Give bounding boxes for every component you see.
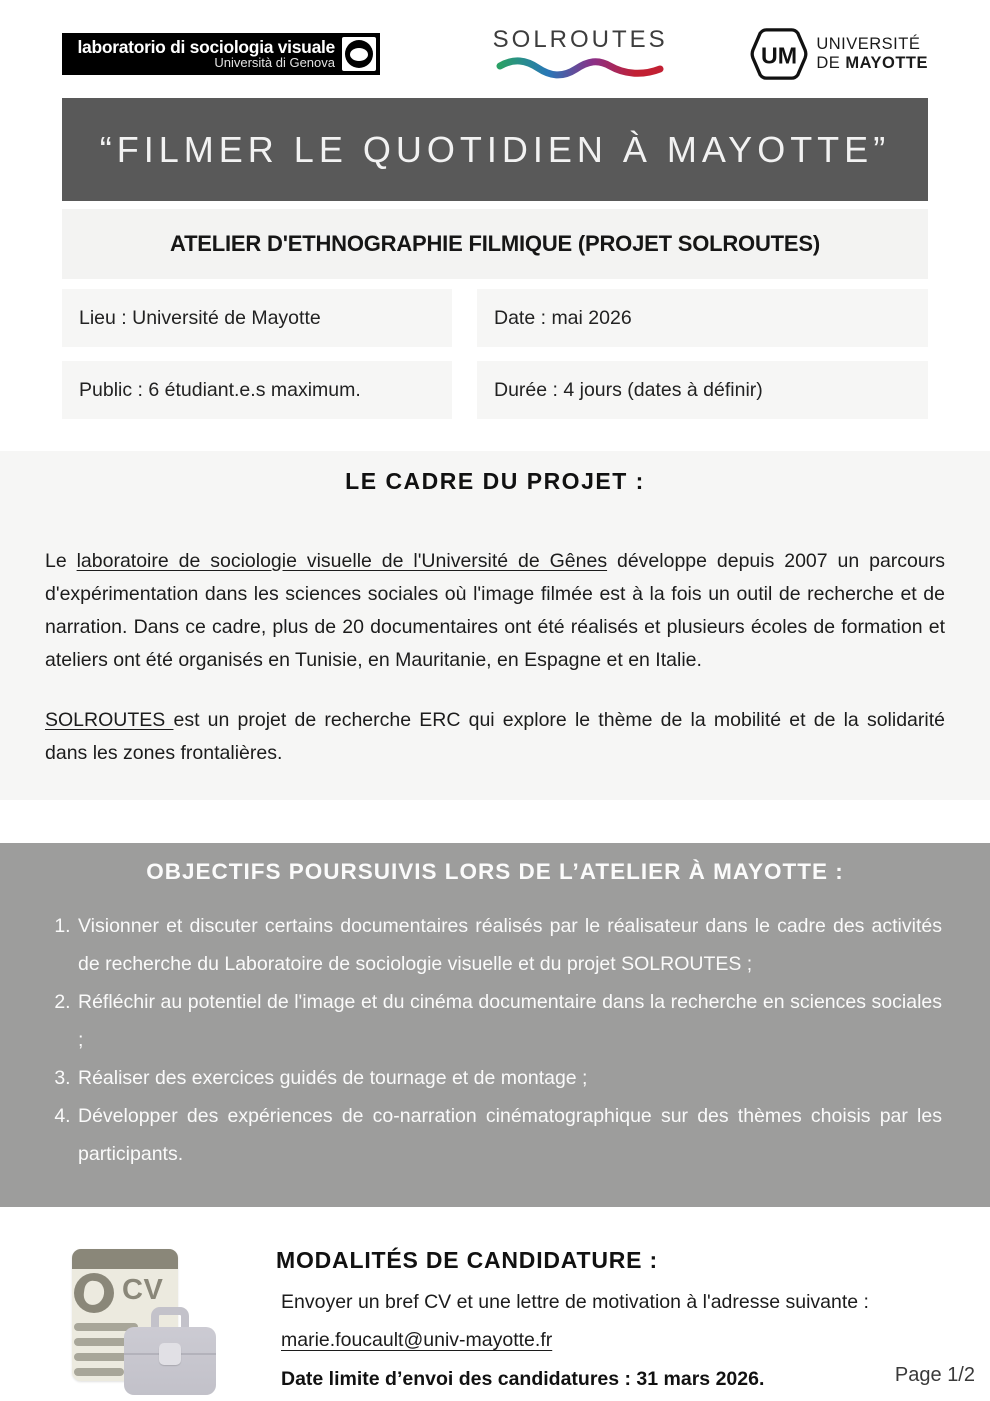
application-email-link[interactable]: marie.foucault@univ-mayotte.fr	[281, 1329, 553, 1351]
objective-item-2: 2. Réfléchir au potentiel de l'image et du cinéma documentaire dans la recherche en sciences sociales ;	[76, 983, 942, 1059]
modalites-instruction: Envoyer un bref CV et une lettre de motivation à l'adresse suivante :	[281, 1291, 869, 1313]
solroutes-logo	[493, 26, 668, 82]
um-logo-line2: DE MAYOTTE	[816, 54, 928, 72]
page-title: “FILMER LE QUOTIDIEN À MAYOTTE”	[99, 128, 891, 170]
modalites-heading: MODALITÉS DE CANDIDATURE :	[276, 1247, 658, 1273]
objectives-section	[0, 843, 990, 1207]
lab-sociologie-link[interactable]: laboratoire de sociologie visuelle de l'Université de Gênes	[76, 550, 608, 572]
cv-briefcase-icon	[62, 1243, 220, 1401]
um-monogram: UM	[761, 42, 798, 69]
cadre-p2-rest: est un projet de recherche ERC qui explore le thème de la mobilité et de la solidarité dans les zones frontalières.	[45, 709, 945, 764]
info-cell-duree: Durée : 4 jours (dates à définir)	[477, 361, 928, 419]
modalites-block	[276, 1243, 928, 1401]
cadre-p1-rest: développe depuis 2007 un parcours d'expérimentation dans les sciences sociales où l'image filmée est à la fois un outil de recherche et de narration. Dans ce cadre, plus de 20 documentaires ont été réalisés et plusieurs écoles de formation et ateliers ont été organisés en Tunisie, en Mauritanie, en Espagne et en Italie.	[45, 550, 945, 671]
briefcase-shape	[124, 1307, 216, 1395]
lsv-logo-line1: laboratorio di sociologia visuale	[77, 36, 335, 57]
page-indicator: Page 1/2	[894, 1364, 975, 1386]
cadre-heading: LE CADRE DU PROJET :	[345, 468, 645, 494]
title-banner	[62, 98, 928, 201]
info-grid	[62, 289, 928, 419]
solroutes-logo-name: SOLROUTES	[492, 26, 668, 53]
solroutes-link[interactable]: SOLROUTES	[45, 709, 174, 731]
info-cell-lieu: Lieu : Université de Mayotte	[62, 289, 452, 347]
lsv-logo-text	[76, 38, 335, 70]
header-logos	[0, 0, 990, 82]
um-logo-line1: UNIVERSITÉ	[816, 35, 921, 54]
um-hexagon-icon	[750, 25, 808, 83]
cadre-paragraph-2	[45, 704, 945, 770]
objectives-heading: OBJECTIFS POURSUIVIS LORS DE L’ATELIER À MAYOTTE :	[146, 859, 844, 884]
modalites-row	[62, 1243, 928, 1401]
lsv-logo-line2: Università di Genova	[214, 55, 335, 71]
cv-avatar-shape	[74, 1273, 114, 1313]
camera-eye-icon	[342, 37, 376, 71]
universite-mayotte-logo	[750, 25, 928, 83]
cadre-paragraph-1	[45, 545, 945, 677]
application-deadline: Date limite d’envoi des candidatures : 31 mars 2026.	[281, 1368, 765, 1390]
lsv-genova-logo	[62, 33, 380, 75]
objective-item-4: 4. Développer des expériences de co-narration cinématographique sur des thèmes choisis par les participants.	[76, 1097, 942, 1173]
objectives-list	[76, 907, 942, 1173]
cadre-section	[0, 451, 990, 800]
subtitle-bar	[62, 209, 928, 279]
info-cell-public: Public : 6 étudiant.e.s maximum.	[62, 361, 452, 419]
um-logo-text	[816, 35, 928, 73]
info-cell-date: Date : mai 2026	[477, 289, 928, 347]
solroutes-wave-icon	[496, 56, 664, 82]
objective-item-3: 3. Réaliser des exercices guidés de tournage et de montage ;	[76, 1059, 942, 1097]
objective-item-1: 1. Visionner et discuter certains documentaires réalisés par le réalisateur dans le cadre des activités de recherche du Laboratoire de sociologie visuelle et du projet SOLROUTES ;	[76, 907, 942, 983]
cv-label: CV	[122, 1274, 164, 1306]
cadre-p1-prefix: Le	[45, 550, 77, 572]
workshop-subtitle: ATELIER D'ETHNOGRAPHIE FILMIQUE (PROJET SOLROUTES)	[170, 231, 820, 256]
